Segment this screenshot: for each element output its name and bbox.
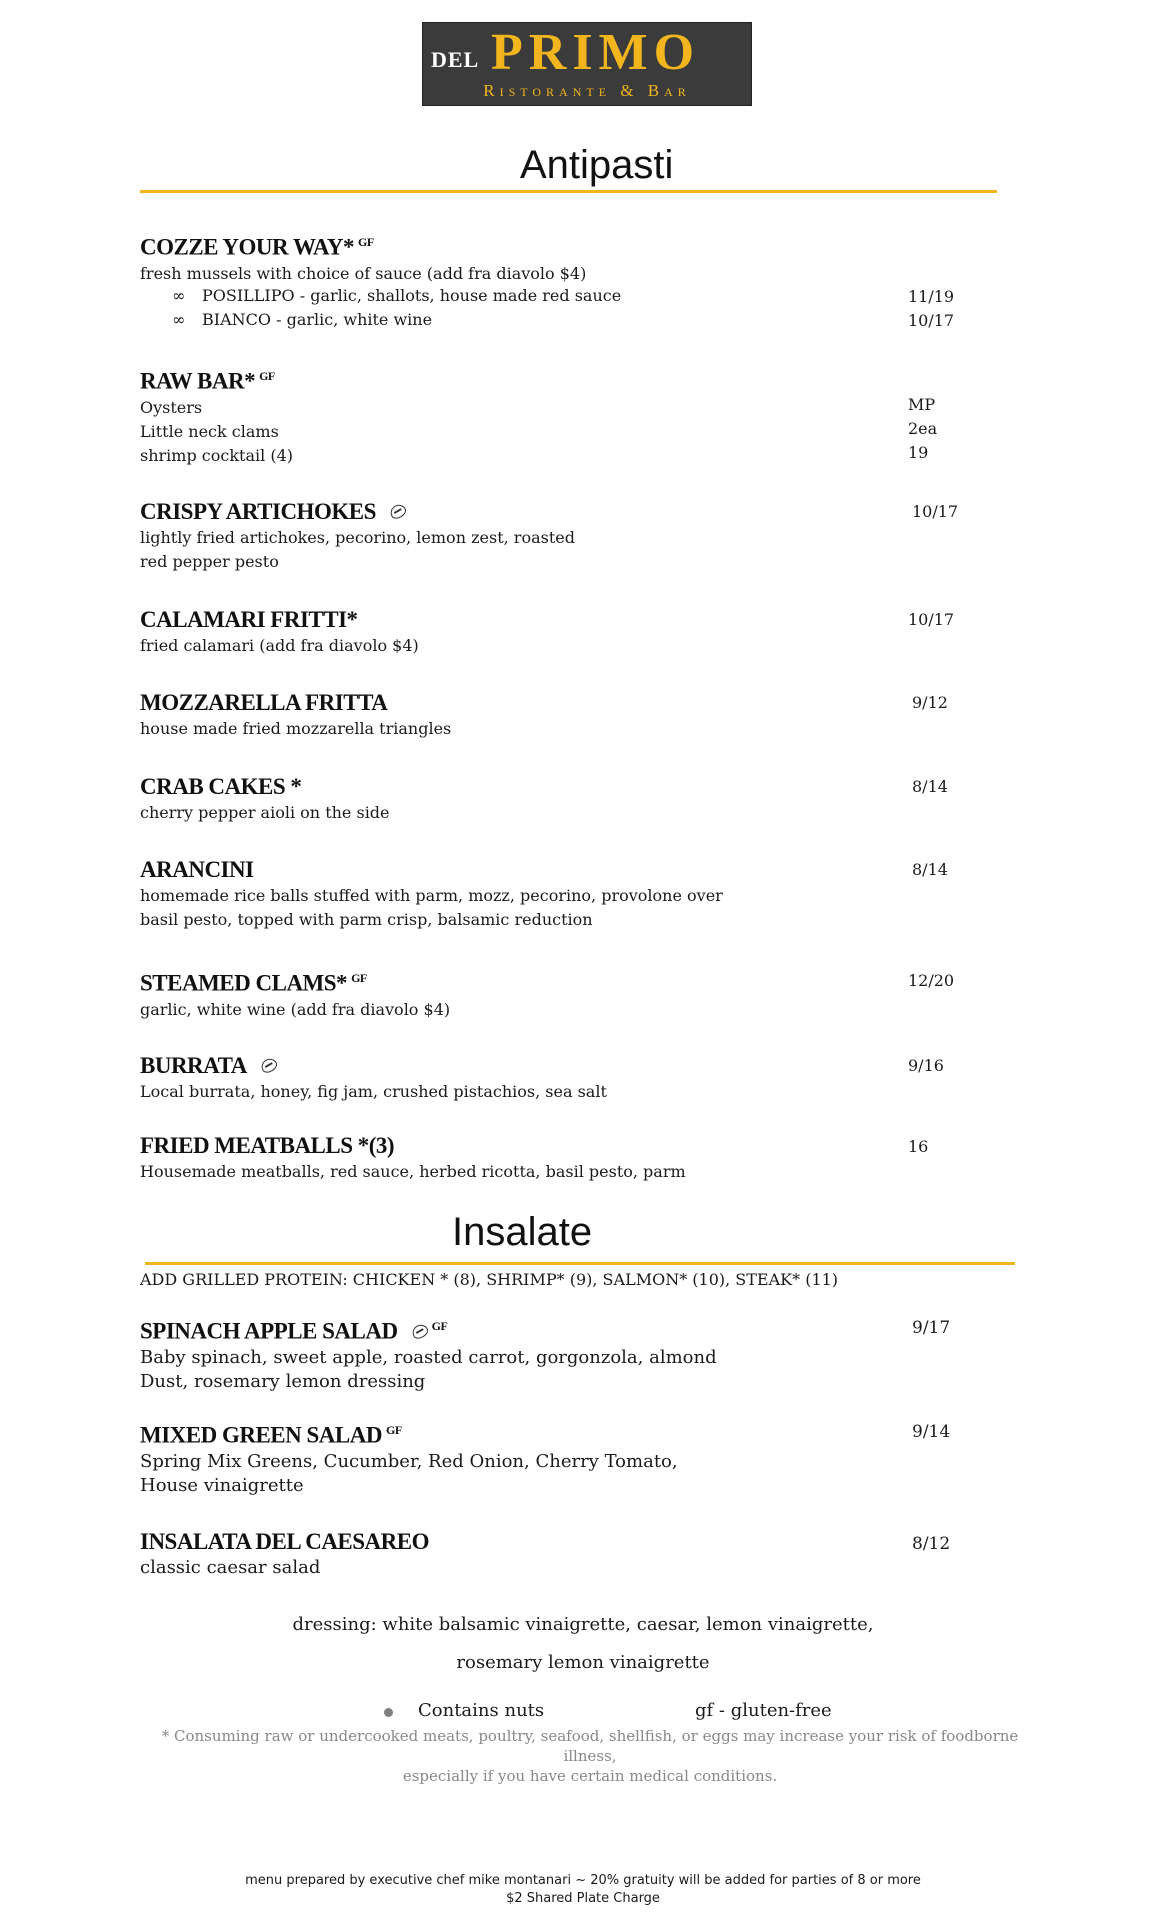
item-price: 16	[908, 1137, 929, 1156]
gf-badge: GF	[259, 369, 275, 383]
item-description: Spring Mix Greens, Cucumber, Red Onion, Cherry Tomato,	[140, 1450, 678, 1472]
menu-item-calamari	[140, 606, 960, 658]
item-description: Baby spinach, sweet apple, roasted carrot, gorgonzola, almond	[140, 1346, 717, 1368]
menu-item-mixed-green-salad	[140, 1416, 960, 1498]
add-protein-note: ADD GRILLED PROTEIN: CHICKEN * (8), SHRIMP* (9), SALMON* (10), STEAK* (11)	[140, 1270, 839, 1289]
item-description: house made fried mozzarella triangles	[140, 719, 452, 738]
item-price: 10/17	[912, 502, 959, 521]
footer-chef-note: menu prepared by executive chef mike montanari ~ 20% gratuity will be added for parties of 8 or more	[245, 1873, 921, 1888]
item-name: SPINACH APPLE SALAD	[140, 1318, 398, 1344]
item-name: RAW BAR*	[140, 368, 256, 394]
item-name: STEAMED CLAMS*	[140, 970, 348, 996]
nut-icon	[259, 1056, 279, 1075]
nut-icon	[388, 502, 408, 521]
item-name: FRIED MEATBALLS *(3)	[140, 1133, 395, 1158]
legend-gluten-free: gf - gluten-free	[695, 1700, 832, 1721]
item-price: 9/17	[912, 1318, 951, 1338]
restaurant-logo	[422, 22, 752, 106]
item-description: classic caesar salad	[140, 1557, 321, 1578]
item-description: homemade rice balls stuffed with parm, mozz, pecorino, provolone over	[140, 886, 723, 905]
menu-item-caesar	[140, 1528, 960, 1580]
item-price: 9/16	[908, 1056, 944, 1075]
item-price: 8/14	[912, 777, 948, 796]
legend-nuts: Contains nuts	[418, 1700, 545, 1721]
raw-bar-row-shrimp: shrimp cocktail (4)	[140, 445, 293, 465]
item-description: Local burrata, honey, fig jam, crushed pistachios, sea salt	[140, 1082, 607, 1101]
price-shrimp: 19	[908, 443, 929, 462]
gf-badge: GF	[431, 1319, 448, 1333]
price-posillipo: 11/19	[908, 287, 955, 306]
menu-item-cozze	[140, 228, 960, 286]
nut-icon	[409, 1322, 429, 1341]
menu-item-steamed-clams	[140, 964, 960, 1022]
antipasti-title: Antipasti	[520, 143, 674, 187]
item-price: 8/12	[912, 1534, 951, 1554]
logo-primo: PRIMO	[491, 24, 701, 81]
item-description: cherry pepper aioli on the side	[140, 803, 390, 822]
item-price: 12/20	[908, 971, 955, 990]
menu-item-arancini	[140, 856, 960, 932]
gf-badge: GF	[385, 1423, 402, 1437]
item-description: fresh mussels with choice of sauce (add fra diavolo $4)	[140, 263, 587, 283]
footer-shared-plate: $2 Shared Plate Charge	[506, 1891, 660, 1906]
menu-item-crispy-artichokes	[140, 498, 960, 574]
item-description: Housemade meatballs, red sauce, herbed ricotta, basil pesto, parm	[140, 1162, 686, 1181]
foodborne-warning: * Consuming raw or undercooked meats, poultry, seafood, shellfish, or eggs may increase your risk of foodborne illness, especially if you have certain medical conditions.	[161, 1727, 1019, 1785]
raw-bar-row-oysters: Oysters	[140, 397, 203, 417]
item-description: Dust, rosemary lemon dressing	[140, 1370, 426, 1392]
price-clams: 2ea	[908, 419, 938, 438]
item-name: MIXED GREEN SALAD	[140, 1422, 382, 1448]
price-bianco: 10/17	[908, 311, 955, 330]
item-price: 9/12	[912, 693, 948, 712]
menu-item-raw-bar	[140, 362, 960, 468]
option-bianco: ∞ BIANCO - garlic, white wine	[172, 310, 433, 329]
item-description: fried calamari (add fra diavolo $4)	[140, 636, 419, 655]
item-description: garlic, white wine (add fra diavolo $4)	[140, 999, 451, 1019]
infinity-bullet-icon: ∞	[172, 310, 186, 329]
item-name: BURRATA	[140, 1053, 247, 1078]
infinity-bullet-icon: ∞	[172, 286, 186, 305]
menu-item-spinach-apple-salad	[140, 1312, 960, 1394]
menu-item-burrata	[140, 1052, 960, 1104]
option-posillipo: ∞ POSILLIPO - garlic, shallots, house made red sauce	[172, 286, 622, 305]
nut-legend-dot-icon	[384, 1708, 393, 1717]
item-name: INSALATA DEL CAESAREO	[140, 1529, 430, 1554]
gf-badge: GF	[358, 235, 374, 249]
menu-item-fried-meatballs	[140, 1132, 960, 1184]
logo-subtitle: Ristorante & Bar	[483, 81, 691, 100]
item-name: ARANCINI	[140, 857, 254, 882]
menu-item-crab-cakes	[140, 773, 960, 825]
item-price: 8/14	[912, 860, 948, 879]
item-name: CALAMARI FRITTI*	[140, 607, 358, 632]
dressing-line-2: rosemary lemon vinaigrette	[456, 1652, 710, 1673]
item-name: CRISPY ARTICHOKES	[140, 499, 376, 524]
dressing-line-1: dressing: white balsamic vinaigrette, caesar, lemon vinaigrette,	[292, 1614, 874, 1635]
item-price: 10/17	[908, 610, 955, 629]
menu-item-mozzarella-fritta	[140, 689, 960, 741]
insalate-title: Insalate	[452, 1210, 593, 1254]
item-description: red pepper pesto	[140, 552, 279, 571]
antipasti-divider	[140, 190, 997, 193]
item-description: basil pesto, topped with parm crisp, balsamic reduction	[140, 910, 593, 929]
raw-bar-row-clams: Little neck clams	[140, 421, 279, 441]
item-description: lightly fried artichokes, pecorino, lemon zest, roasted	[140, 528, 575, 547]
logo-del: DEL	[431, 47, 480, 72]
price-oysters: MP	[908, 395, 936, 414]
item-description: House vinaigrette	[140, 1474, 304, 1496]
item-name: CRAB CAKES *	[140, 774, 302, 799]
item-name: MOZZARELLA FRITTA	[140, 690, 388, 715]
item-name: COZZE YOUR WAY*	[140, 234, 355, 260]
item-price: 9/14	[912, 1422, 951, 1442]
gf-badge: GF	[351, 971, 367, 985]
insalate-divider	[145, 1262, 1015, 1265]
